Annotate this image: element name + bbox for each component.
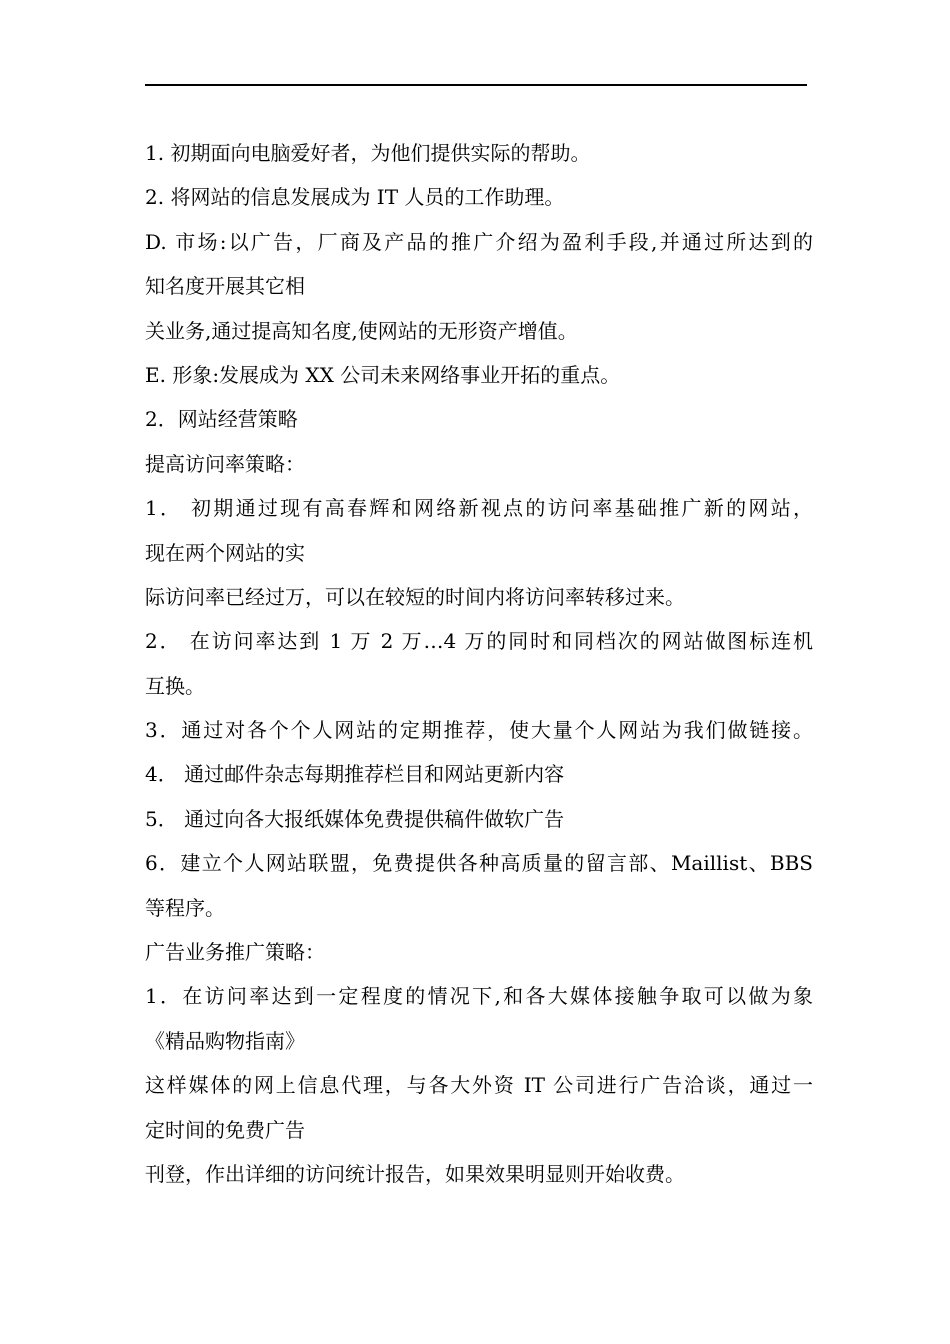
- text-line-11: 际访问率已经过万，可以在较短的时间内将访问率转移过来。: [145, 584, 685, 609]
- text-line-2: 2. 将网站的信息发展成为 IT 人员的工作助理。: [145, 185, 565, 210]
- section-heading-strategy: 2．网站经营策略: [145, 407, 298, 432]
- text-line-10: 现在两个网站的实: [145, 540, 305, 565]
- text-line-1: 1. 初期面向电脑爱好者，为他们提供实际的帮助。: [145, 141, 591, 165]
- text-line-12: 2． 在访问率达到 1 万 2 万…4 万的同时和同档次的网站做图标连机: [145, 629, 813, 654]
- text-line-18: 等程序。: [145, 895, 225, 920]
- text-line-23: 定时间的免费广告: [145, 1117, 305, 1142]
- subheading-traffic-strategy: 提高访问率策略：: [145, 451, 305, 476]
- text-line-21: 《精品购物指南》: [145, 1028, 305, 1053]
- text-line-5: 关业务,通过提高知名度,使网站的无形资产增值。: [145, 318, 578, 343]
- subheading-ad-strategy: 广告业务推广策略：: [145, 940, 325, 965]
- text-line-4: 知名度开展其它相: [145, 274, 305, 299]
- text-line-20: 1．在访问率达到一定程度的情况下,和各大媒体接触争取可以做为象: [145, 984, 813, 1009]
- header-rule: [145, 84, 807, 86]
- text-line-15: 4． 通过邮件杂志每期推荐栏目和网站更新内容: [145, 762, 565, 787]
- text-line-14: 3．通过对各个个人网站的定期推荐，使大量个人网站为我们做链接。: [145, 718, 813, 743]
- document-body: [145, 131, 813, 1196]
- text-line-13: 互换。: [145, 673, 205, 698]
- text-line-17: 6．建立个人网站联盟，免费提供各种高质量的留言部、Maillist、BBS: [145, 851, 813, 876]
- text-line-16: 5． 通过向各大报纸媒体免费提供稿件做软广告: [145, 806, 565, 831]
- text-line-6: E. 形象:发展成为 XX 公司未来网络事业开拓的重点。: [145, 362, 621, 387]
- text-line-9: 1． 初期通过现有高春辉和网络新视点的访问率基础推广新的网站，: [145, 496, 813, 521]
- text-line-3: D. 市场:以广告，厂商及产品的推广介绍为盈利手段,并通过所达到的: [145, 229, 813, 254]
- text-line-22: 这样媒体的网上信息代理，与各大外资 IT 公司进行广告洽谈，通过一: [145, 1073, 813, 1098]
- text-line-24: 刊登，作出详细的访问统计报告，如果效果明显则开始收费。: [145, 1161, 685, 1186]
